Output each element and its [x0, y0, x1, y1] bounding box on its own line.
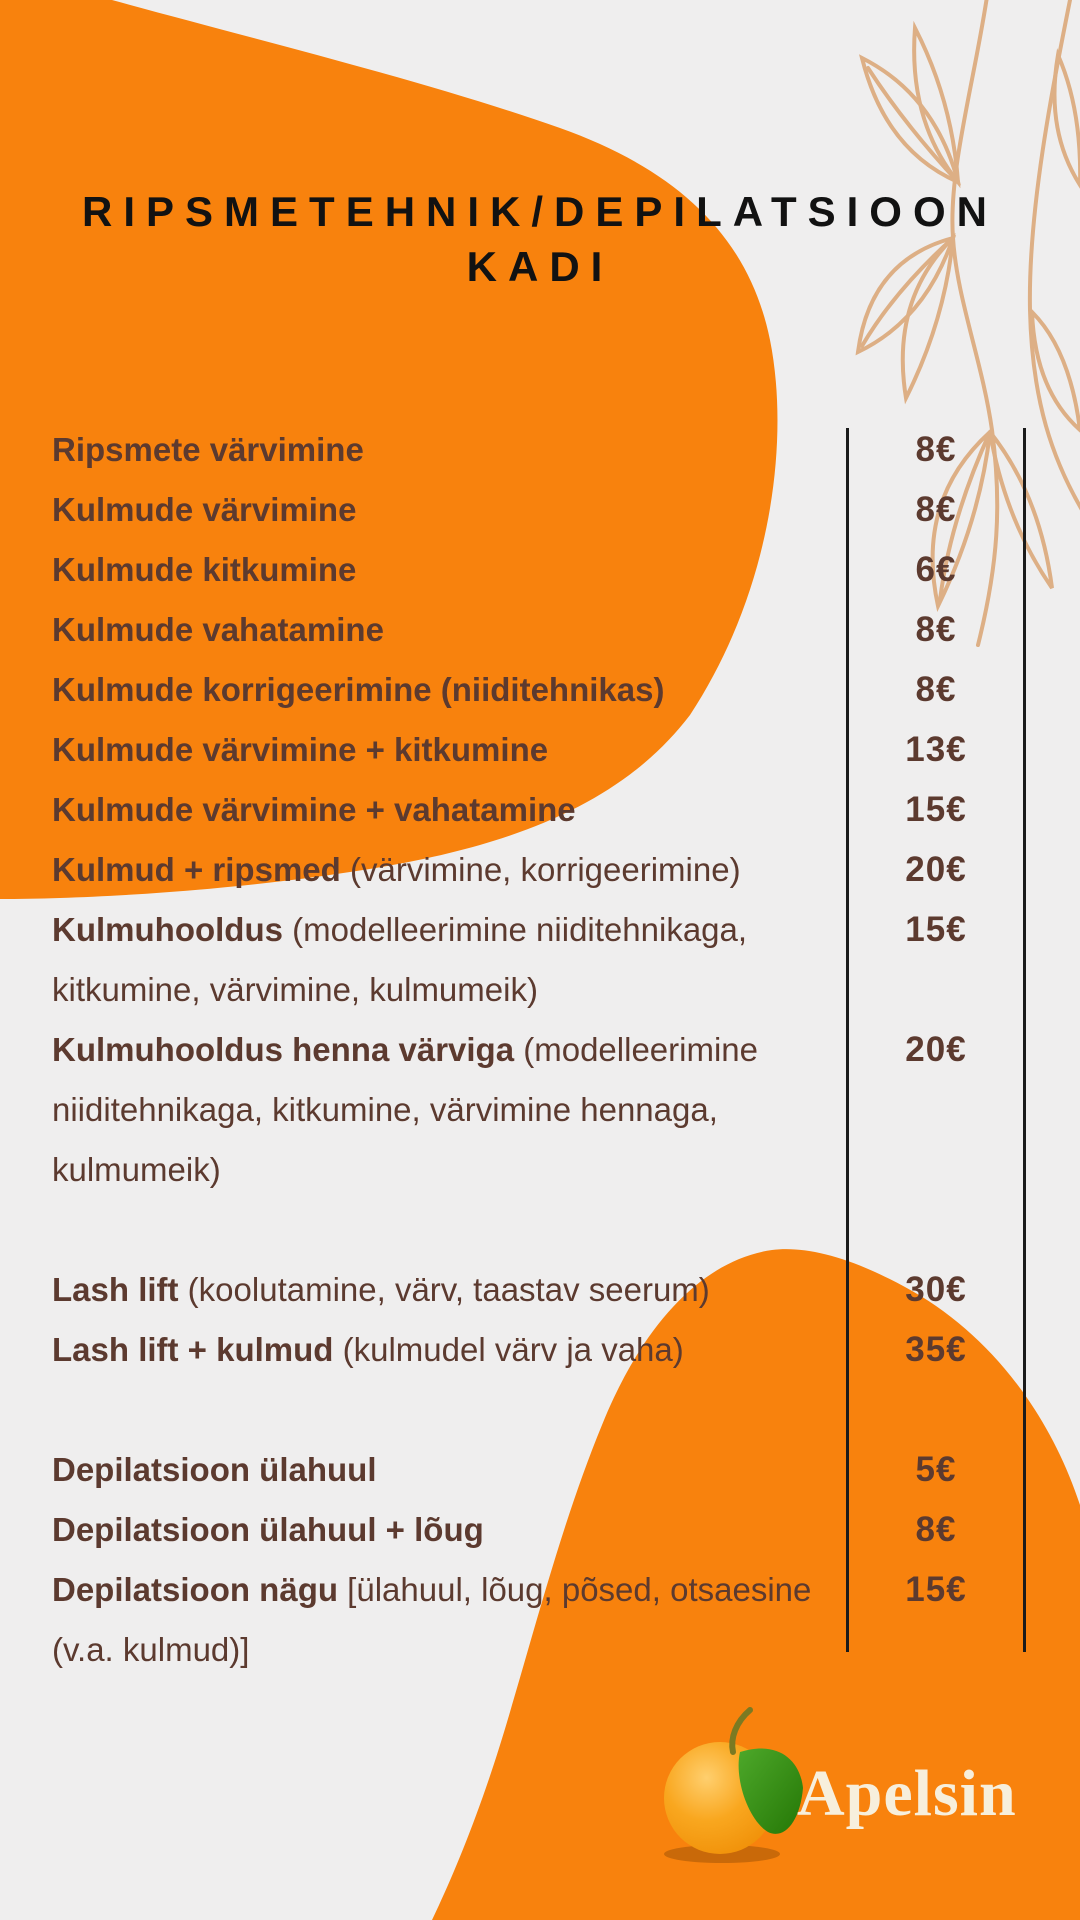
- price-value: 20€: [905, 850, 967, 889]
- service-name-bold: Depilatsioon ülahuul: [52, 1451, 377, 1488]
- service-name-bold: Kulmuhooldus henna värviga: [52, 1031, 515, 1068]
- service-name-detail: (modelleerimine niiditehnikaga, kitkumine, värvimine hennaga, kulmumeik): [52, 1031, 759, 1188]
- price-value: 15€: [905, 1570, 967, 1609]
- service-name-detail: (modelleerimine niiditehnikaga, kitkumine, värvimine, kulmumeik): [52, 911, 748, 1008]
- price-value: 8€: [915, 670, 957, 709]
- service-name-bold: Kulmude värvimine + kitkumine: [52, 731, 549, 768]
- price-value: 8€: [915, 610, 957, 649]
- price-value: 35€: [905, 1330, 967, 1369]
- service-name-detail: (koolutamine, värv, taastav seerum): [178, 1271, 710, 1308]
- price-value: 15€: [905, 910, 967, 949]
- service-name-bold: Kulmude värvimine: [52, 491, 357, 528]
- service-name-detail: (värvimine, korrigeerimine): [340, 851, 741, 888]
- price-value: 8€: [915, 430, 957, 469]
- service-name-bold: Depilatsioon nägu: [52, 1571, 339, 1608]
- page-title-line1: RIPSMETEHNIK/DEPILATSIOON: [82, 188, 998, 235]
- price-value: 8€: [915, 490, 957, 529]
- brand-name: Apelsin: [797, 1757, 1017, 1830]
- service-name-bold: Depilatsioon ülahuul + lõug: [52, 1511, 484, 1548]
- page-title-line2: KADI: [466, 243, 614, 290]
- service-name-bold: Kulmude vahatamine: [52, 611, 384, 648]
- price-value: 5€: [915, 1450, 957, 1489]
- service-name-bold: Kulmude värvimine + vahatamine: [52, 791, 576, 828]
- price-value: 15€: [905, 790, 967, 829]
- price-value: 30€: [905, 1270, 967, 1309]
- price-value: 8€: [915, 1510, 957, 1549]
- service-name-bold: Lash lift + kulmud: [52, 1331, 334, 1368]
- service-name-detail: (kulmudel värv ja vaha): [333, 1331, 684, 1368]
- service-name-bold: Ripsmete värvimine: [52, 431, 364, 468]
- service-name-bold: Lash lift: [52, 1271, 179, 1308]
- price-value: 13€: [905, 730, 967, 769]
- service-name-bold: Kulmude kitkumine: [52, 551, 357, 588]
- price-value: 6€: [915, 550, 957, 589]
- service-name-detail: [ülahuul, lõug, põsed, otsaesine (v.a. kulmud)]: [52, 1571, 812, 1668]
- service-name-bold: Kulmuhooldus: [52, 911, 283, 948]
- service-name-bold: Kulmud + ripsmed: [52, 851, 341, 888]
- service-name-bold: Kulmude korrigeerimine (niiditehnikas): [52, 671, 665, 708]
- price-value: 20€: [905, 1030, 967, 1069]
